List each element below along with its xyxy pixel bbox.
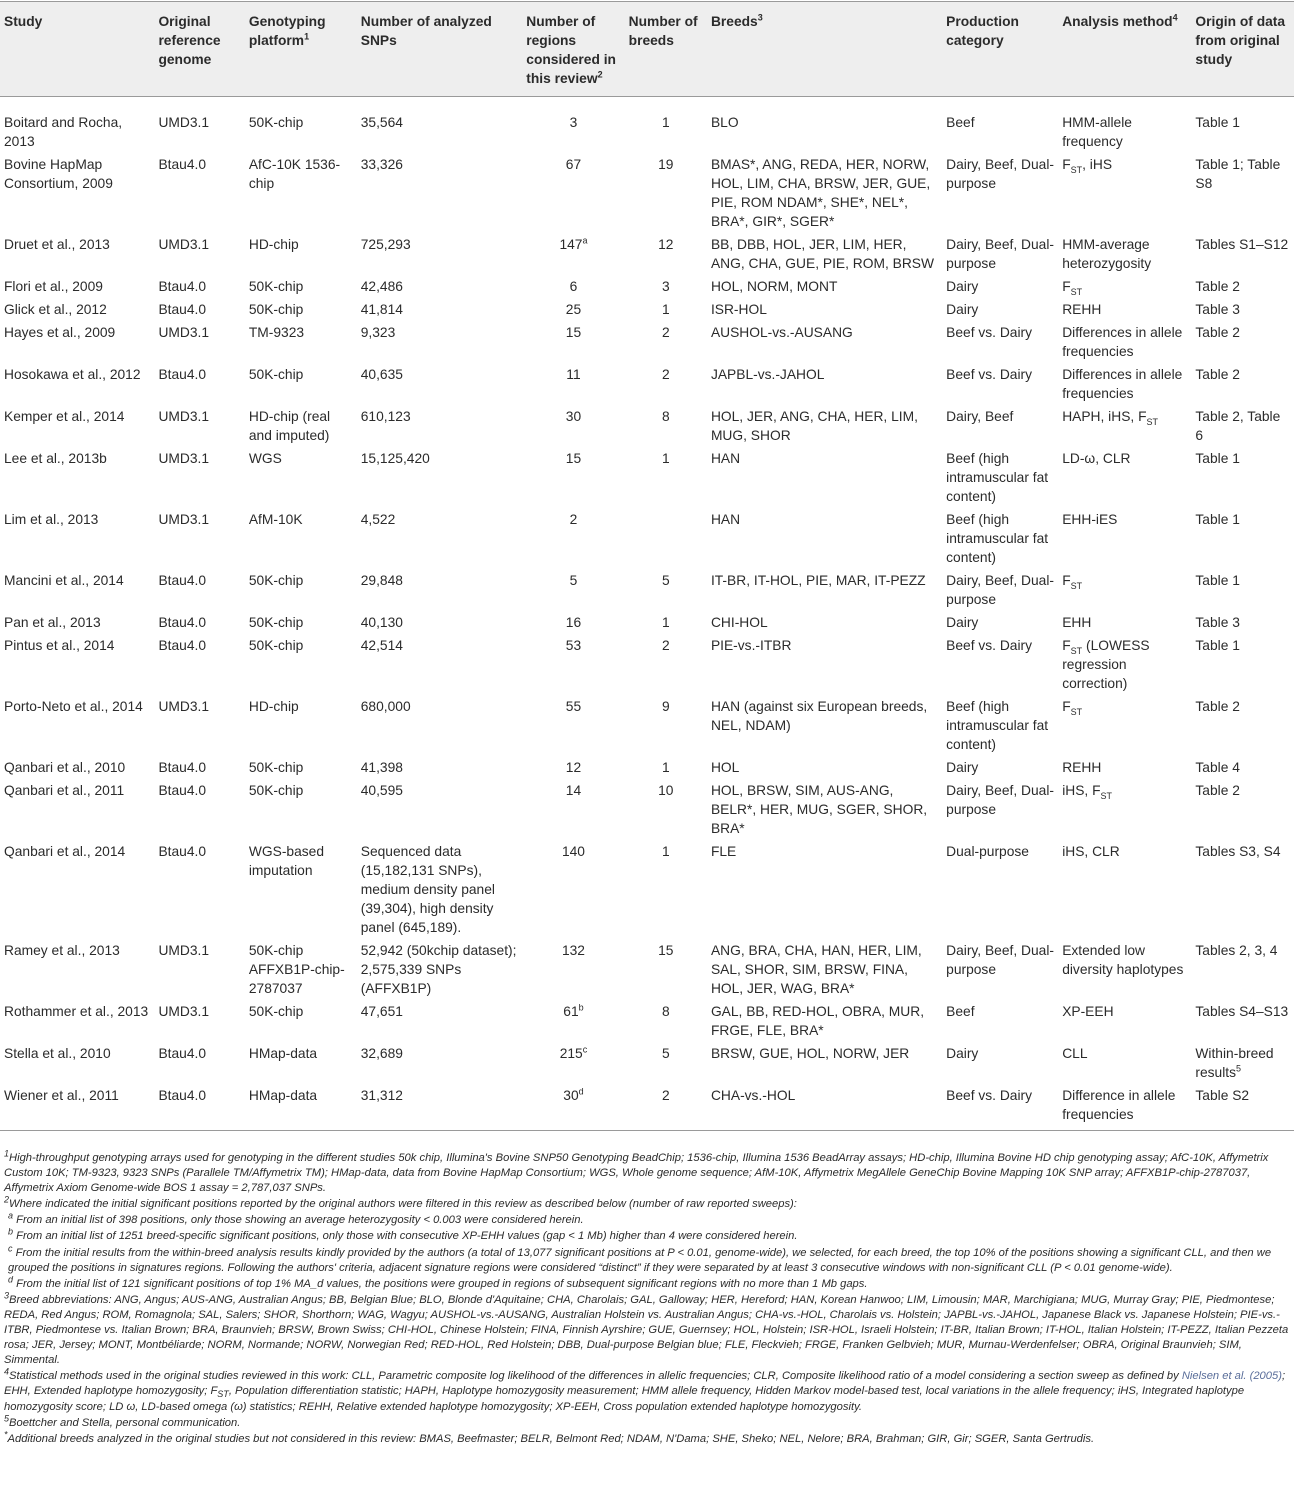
cell-snps: 41,814 — [360, 302, 403, 317]
cell-study: Kemper et al., 2014 — [4, 409, 125, 424]
cell-nbreeds: 15 — [658, 943, 674, 958]
cell-regions: 3 — [569, 115, 578, 130]
cell-genome: Btau4.0 — [158, 844, 206, 859]
cell-category: Dairy — [946, 615, 979, 630]
cell-nbreeds: 8 — [661, 1004, 670, 1019]
cell-study: Porto-Neto et al., 2014 — [4, 699, 143, 714]
cell-regions: 67 — [565, 157, 582, 172]
cell-nbreeds: 2 — [661, 367, 670, 382]
cell-regions: 147$^a$ — [559, 235, 588, 252]
cell-genome: Btau4.0 — [158, 760, 206, 775]
cell-genome: Btau4.0 — [158, 1046, 206, 1061]
cell-origin: Table 2 — [1195, 367, 1240, 382]
cell-snps: 33,326 — [360, 157, 403, 172]
cell-regions: 132 — [561, 943, 585, 958]
table-row — [0, 569, 1294, 611]
cell-category: Beef (high intramuscular fat content) — [946, 699, 1049, 752]
table-row — [0, 634, 1294, 695]
cell-snps: 40,130 — [360, 615, 403, 630]
cell-study: Hayes et al., 2009 — [4, 325, 116, 340]
cell-regions: 5 — [569, 573, 578, 588]
cell-breeds: CHI-HOL — [710, 615, 768, 630]
table-row — [0, 756, 1294, 779]
cell-nbreeds: 1 — [661, 451, 670, 466]
cell-genome: UMD3.1 — [158, 115, 210, 130]
table-row — [0, 939, 1294, 1000]
cell-platform: 50K-chip — [248, 115, 304, 130]
header-method: Analysis method$^4$ — [1062, 12, 1178, 29]
cell-category: Dairy — [946, 279, 979, 294]
footnote-1: $^1$High-throughput genotyping arrays used for genotyping in the different studies 50k chip, Illumina's Bovine SNP50 Genotyping BeadChip; 1536-chip, Illumina 1536 BeadArray assays; HD-chip, Illumina Bovine HD chip genotyping assay; AfC-10K, Affymetrix Custom 10K; TM-9323, 9323 SNPs (Parallele TM/Affymetrix TM); HMap-data, data from Bovine HapMap Consortium; WGS, Whole genome sequence; AfM-10K, Affymetrix MegAllele GeneChip Bovine Mapping 10K SNP array; AFFXB1P-chip-2787037, Affymetrix Axiom Genome-wide BOS 1 assay = 2,787,037 SNPs. — [4, 1148, 1269, 1195]
cell-nbreeds: 1 — [661, 760, 670, 775]
cell-platform: 50K-chip — [248, 760, 304, 775]
cell-regions: 55 — [565, 699, 582, 714]
cell-method: HMM-average heterozygosity — [1062, 237, 1152, 271]
cell-breeds: HAN (against six European breeds, NEL, NDAM) — [710, 699, 928, 733]
cell-regions: 215$^c$ — [559, 1044, 588, 1061]
cell-method: iHS, CLR — [1062, 844, 1120, 859]
cell-category: Beef vs. Dairy — [946, 1088, 1033, 1103]
cell-category: Dairy — [946, 1046, 979, 1061]
cell-origin: Table 2 — [1195, 279, 1240, 294]
cell-snps: 610,123 — [360, 409, 411, 424]
cell-method: CLL — [1062, 1046, 1088, 1061]
cell-platform: HD-chip (real and imputed) — [248, 409, 331, 443]
cell-regions: 2 — [569, 512, 578, 527]
cell-study: Pan et al., 2013 — [4, 615, 101, 630]
cell-method: $F_{ST}$ — [1062, 699, 1083, 717]
cell-study: Stella et al., 2010 — [4, 1046, 111, 1061]
cell-study: Qanbari et al., 2010 — [4, 760, 126, 775]
data-table — [0, 1, 1294, 1131]
cell-category: Beef — [946, 1004, 975, 1019]
table-row — [0, 153, 1294, 233]
cell-breeds: BLO — [710, 115, 739, 130]
table-row — [0, 233, 1294, 275]
header-study: Study — [4, 14, 43, 29]
cell-origin: Table 1 — [1195, 638, 1240, 653]
header-snps: Number of analyzed SNPs — [360, 14, 492, 48]
cell-snps: 42,486 — [360, 279, 403, 294]
cell-method: Differences in allele frequencies — [1062, 367, 1183, 401]
table-row — [0, 321, 1294, 363]
table-row — [0, 275, 1294, 298]
cell-nbreeds: 2 — [661, 638, 670, 653]
cell-genome: Btau4.0 — [158, 615, 206, 630]
cell-regions: 25 — [565, 302, 582, 317]
cell-study: Lee et al., 2013b — [4, 451, 107, 466]
cell-breeds: CHA-vs.-HOL — [710, 1088, 796, 1103]
cell-genome: Btau4.0 — [158, 279, 206, 294]
cell-nbreeds: 1 — [661, 615, 670, 630]
cell-breeds: HOL, BRSW, SIM, AUS-ANG, BELR*, HER, MUG, SGER, SHOR, BRA* — [710, 783, 928, 836]
cell-breeds: HAN — [710, 512, 741, 527]
cell-breeds: BRSW, GUE, HOL, NORW, JER — [710, 1046, 910, 1061]
cell-nbreeds: 5 — [661, 573, 670, 588]
cell-study: Lim et al., 2013 — [4, 512, 99, 527]
cell-nbreeds: 9 — [661, 699, 670, 714]
cell-breeds: FLE — [710, 844, 737, 859]
footnote-a: $^a$ From an initial list of 398 positions, only those showing an average heterozygosity < 0.003 were considered herein. — [8, 1210, 584, 1227]
cell-method: $F_{ST}$ — [1062, 573, 1083, 591]
header-origin: Origin of data from original study — [1195, 14, 1286, 67]
cell-method: REHH — [1062, 760, 1102, 775]
cell-platform: WGS-based imputation — [248, 844, 325, 878]
cell-study: Bovine HapMap Consortium, 2009 — [4, 157, 113, 191]
header-nbreeds: Number of breeds — [628, 14, 698, 48]
footnote-5: $^5$Boettcher and Stella, personal communication. — [4, 1412, 241, 1429]
cell-regions: 61$^b$ — [563, 1002, 584, 1019]
cell-origin: Tables S4–S13 — [1195, 1004, 1289, 1019]
header-category: Production category — [946, 14, 1019, 48]
footnote-4: $^4$Statistical methods used in the original studies reviewed in this work: CLL, Parametric composite log likelihood of the differences in allelic frequencies; CLR, Composite likelihood ratio of a model considering a section sweep as defined by Nielsen et al. (2005); EHH, Extended haplotype homozygosity; $F_{ST}$, Population differentiation statistic; HAPH, Haplotype homozygosity measurement; HMM allele frequency, Hidden Markov model-based test, local variations in the allele frequency; iHS, Integrated haplotype homozygosity score; LD ω, LD-based omega (ω) statistics; REHH, Relative extended haplotype homozygosity; XP-EEH, Cross population extended haplotype homozygosity. — [4, 1366, 1286, 1413]
cell-method: Difference in allele frequencies — [1062, 1088, 1176, 1122]
cell-snps: 31,312 — [360, 1088, 403, 1103]
cell-breeds: AUSHOL-vs.-AUSANG — [710, 325, 853, 340]
cell-regions: 14 — [565, 783, 582, 798]
footnotes — [4, 1148, 1292, 1448]
cell-breeds: JAPBL-vs.-JAHOL — [710, 367, 825, 382]
cell-platform: 50K-chip — [248, 783, 304, 798]
cell-method: HAPH, iHS, $F_{ST}$ — [1062, 409, 1159, 427]
cell-category: Dairy, Beef, Dual-purpose — [946, 943, 1054, 977]
cell-platform: 50K-chip — [248, 279, 304, 294]
cell-platform: AfC-10K 1536-chip — [248, 157, 341, 191]
footnote-2: $^2$Where indicated the initial significant positions reported by the original authors were filtered in this review as described below (number of raw reported sweeps): — [4, 1194, 797, 1211]
cell-study: Wiener et al., 2011 — [4, 1088, 119, 1103]
cell-study: Boitard and Rocha, 2013 — [4, 115, 123, 149]
cell-study: Qanbari et al., 2014 — [4, 844, 126, 859]
cell-snps: 41,398 — [360, 760, 403, 775]
cell-genome: UMD3.1 — [158, 699, 210, 714]
cell-platform: HMap-data — [248, 1088, 318, 1103]
cell-genome: UMD3.1 — [158, 325, 210, 340]
cell-origin: Within-breed results$^5$ — [1195, 1046, 1274, 1080]
cell-platform: 50K-chip — [248, 573, 304, 588]
cell-regions: 12 — [565, 760, 582, 775]
cell-study: Mancini et al., 2014 — [4, 573, 124, 588]
cell-snps: 680,000 — [360, 699, 411, 714]
cell-genome: Btau4.0 — [158, 573, 206, 588]
cell-origin: Tables 2, 3, 4 — [1195, 943, 1278, 958]
cell-snps: 9,323 — [360, 325, 396, 340]
cell-nbreeds: 1 — [661, 844, 670, 859]
cell-genome: Btau4.0 — [158, 638, 206, 653]
cell-category: Beef (high intramuscular fat content) — [946, 451, 1049, 504]
table-row — [0, 405, 1294, 447]
table-row — [0, 1042, 1294, 1084]
cell-origin: Table 2 — [1195, 783, 1240, 798]
table-row — [0, 298, 1294, 321]
cell-method: EHH-iES — [1062, 512, 1118, 527]
table-row — [0, 611, 1294, 634]
cell-genome: Btau4.0 — [158, 783, 206, 798]
cell-nbreeds: 8 — [661, 409, 670, 424]
cell-regions: 15 — [565, 325, 582, 340]
header-breeds: Breeds$^3$ — [710, 12, 763, 29]
header-genome: Original reference genome — [158, 14, 221, 67]
cell-breeds: HOL, JER, ANG, CHA, HER, LIM, MUG, SHOR — [710, 409, 918, 443]
cell-genome: Btau4.0 — [158, 1088, 206, 1103]
cell-study: Rothammer et al., 2013 — [4, 1004, 149, 1019]
cell-platform: 50K-chip AFFXB1P-chip-2787037 — [248, 943, 345, 996]
cell-breeds: GAL, BB, RED-HOL, OBRA, MUR, FRGE, FLE, BRA* — [710, 1004, 925, 1038]
cell-origin: Tables S1–S12 — [1195, 237, 1289, 252]
cell-study: Hosokawa et al., 2012 — [4, 367, 141, 382]
cell-nbreeds: 2 — [661, 325, 670, 340]
cell-nbreeds: 3 — [661, 279, 670, 294]
cell-breeds: ISR-HOL — [710, 302, 767, 317]
cell-platform: 50K-chip — [248, 1004, 304, 1019]
cell-breeds: BB, DBB, HOL, JER, LIM, HER, ANG, CHA, GUE, PIE, ROM, BRSW — [710, 237, 935, 271]
cell-category: Dairy, Beef, Dual-purpose — [946, 783, 1054, 817]
cell-snps: 40,635 — [360, 367, 403, 382]
cell-category: Dairy, Beef, Dual-purpose — [946, 157, 1054, 191]
cell-study: Qanbari et al., 2011 — [4, 783, 125, 798]
cell-regions: 53 — [565, 638, 582, 653]
cell-nbreeds: 12 — [658, 237, 674, 252]
table-row — [0, 508, 1294, 569]
cell-category: Beef — [946, 115, 975, 130]
cell-method: Extended low diversity haplotypes — [1062, 943, 1184, 977]
cell-breeds: PIE-vs.-ITBR — [710, 638, 792, 653]
cell-origin: Tables S3, S4 — [1195, 844, 1281, 859]
cell-snps: 15,125,420 — [360, 451, 430, 466]
cell-genome: Btau4.0 — [158, 367, 206, 382]
cell-nbreeds: 1 — [661, 115, 670, 130]
cell-regions: 6 — [569, 279, 578, 294]
table-row — [0, 363, 1294, 405]
cell-regions: 16 — [565, 615, 582, 630]
cell-method: LD-ω, CLR — [1062, 451, 1131, 466]
header-regions: Number of regions considered in this review$^2$ — [526, 14, 616, 86]
cell-snps: 40,595 — [360, 783, 403, 798]
cell-method: XP-EEH — [1062, 1004, 1114, 1019]
cell-regions: 30$^d$ — [563, 1086, 584, 1103]
cell-study: Ramey et al., 2013 — [4, 943, 120, 958]
cell-origin: Table 2, Table 6 — [1195, 409, 1281, 443]
cell-origin: Table 1; Table S8 — [1195, 157, 1281, 191]
cell-breeds: HAN — [710, 451, 741, 466]
cell-method: iHS, $F_{ST}$ — [1062, 783, 1113, 801]
footnote-d: $^d$ From the initial list of 121 significant positions of top 1% MA_d values, the positions were grouped in regions of subsequent significant regions with no more than 1 Mb gaps. — [8, 1274, 868, 1290]
cell-origin: Table 2 — [1195, 699, 1240, 714]
cell-snps: 42,514 — [360, 638, 403, 653]
cell-origin: Table S2 — [1195, 1088, 1250, 1103]
cell-study: Pintus et al., 2014 — [4, 638, 115, 653]
table-row — [0, 1000, 1294, 1042]
footnote-b: $^b$ From an initial list of 1251 breed-specific significant positions, only those with consecutive XP-EHH values (gap < 1 Mb) higher than 4 were considered herein. — [8, 1226, 798, 1243]
cell-origin: Table 1 — [1195, 451, 1240, 466]
cell-origin: Table 1 — [1195, 573, 1240, 588]
cell-platform: HMap-data — [248, 1046, 318, 1061]
cell-method: $F_{ST}$ (LOWESS regression correction) — [1062, 638, 1150, 691]
cell-snps: 29,848 — [360, 573, 403, 588]
cell-method: Differences in allele frequencies — [1062, 325, 1183, 359]
cell-breeds: HOL — [710, 760, 740, 775]
cell-breeds: BMAS*, ANG, REDA, HER, NORW, HOL, LIM, CHA, BRSW, JER, GUE, PIE, ROM NDAM*, SHE*, NEL*, BRA*, GIR*, SGER* — [710, 157, 931, 229]
cell-breeds: HOL, NORM, MONT — [710, 279, 838, 294]
table-row — [0, 779, 1294, 840]
cell-snps: 52,942 (50kchip dataset); 2,575,339 SNPs (AFFXB1P) — [360, 943, 517, 996]
cell-method: $F_{ST}$, iHS — [1062, 157, 1113, 175]
header-row — [0, 2, 1294, 97]
cell-genome: Btau4.0 — [158, 157, 206, 172]
table-row — [0, 840, 1294, 939]
header-platform: Genotyping platform$^1$ — [248, 14, 326, 48]
cell-regions: 11 — [566, 367, 581, 382]
cell-genome: UMD3.1 — [158, 451, 210, 466]
table-row — [0, 695, 1294, 756]
cell-snps: 725,293 — [360, 237, 411, 252]
cell-breeds: IT-BR, IT-HOL, PIE, MAR, IT-PEZZ — [710, 573, 926, 588]
footnote-star: *Additional breeds analyzed in the original studies but not considered in this review: BMAS, Beefmaster; BELR, Belmont Red; NDAM, N'Dama; SHE, Sheko; NEL, Nelore; BRA, Brahman; GIR, Gir; SGER, Santa Gertrudis. — [4, 1428, 1095, 1445]
cell-genome: UMD3.1 — [158, 943, 210, 958]
cell-nbreeds: 5 — [661, 1046, 670, 1061]
cell-origin: Table 3 — [1195, 302, 1240, 317]
footnote-c: $^c$ From the initial results from the within-breed analysis results kindly provided by the authors (a total of 13,077 significant positions at P < 0.01, genome-wide), we selected, for each breed, the top 10% of the positions showing a significant CLL, and then we grouped the positions in signatures regions. Following the authors' criteria, adjacent signature regions were considered “distinct” if they were separated by at least 3 consecutive windows with non-significant CLL (P < 0.01 genome-wide). — [8, 1242, 1272, 1274]
cell-platform: 50K-chip — [248, 615, 304, 630]
cell-origin: Table 1 — [1195, 512, 1240, 527]
cell-platform: HD-chip — [248, 237, 299, 252]
cell-origin: Table 4 — [1195, 760, 1240, 775]
cell-snps: 4,522 — [360, 512, 396, 527]
cell-study: Glick et al., 2012 — [4, 302, 107, 317]
cell-genome: UMD3.1 — [158, 409, 210, 424]
cell-snps: 32,689 — [360, 1046, 403, 1061]
cell-study: Flori et al., 2009 — [4, 279, 103, 294]
cell-nbreeds: 19 — [658, 157, 674, 172]
table-body — [0, 97, 1294, 1131]
cell-method: $F_{ST}$ — [1062, 279, 1083, 297]
cell-category: Beef vs. Dairy — [946, 325, 1033, 340]
cell-breeds: ANG, BRA, CHA, HAN, HER, LIM, SAL, SHOR, SIM, BRSW, FINA, HOL, JER, WAG, BRA* — [710, 943, 922, 996]
cell-category: Beef (high intramuscular fat content) — [946, 512, 1049, 565]
cell-method: HMM-allele frequency — [1062, 115, 1132, 149]
cell-platform: 50K-chip — [248, 302, 304, 317]
cell-genome: UMD3.1 — [158, 512, 210, 527]
cell-snps: 47,651 — [360, 1004, 403, 1019]
cell-nbreeds: 2 — [661, 1088, 670, 1103]
cell-snps: 35,564 — [360, 115, 403, 130]
cell-category: Dairy, Beef — [946, 409, 1014, 424]
cell-snps: Sequenced data (15,182,131 SNPs), medium density panel (39,304), high density panel (645,189). — [360, 844, 495, 935]
cell-platform: 50K-chip — [248, 367, 304, 382]
cell-category: Dual-purpose — [946, 844, 1029, 859]
cell-platform: HD-chip — [248, 699, 299, 714]
cell-category: Dairy, Beef, Dual-purpose — [946, 237, 1054, 271]
cell-study: Druet et al., 2013 — [4, 237, 110, 252]
cell-platform: TM-9323 — [248, 325, 305, 340]
cell-origin: Table 1 — [1195, 115, 1240, 130]
cell-platform: AfM-10K — [248, 512, 303, 527]
cell-regions: 15 — [565, 451, 582, 466]
cell-method: REHH — [1062, 302, 1102, 317]
table-row — [0, 447, 1294, 508]
cell-regions: 30 — [565, 409, 582, 424]
cell-nbreeds — [625, 508, 707, 569]
reference-link[interactable]: Nielsen et al. (2005) — [1181, 1370, 1282, 1383]
cell-category: Beef vs. Dairy — [946, 367, 1033, 382]
table-row — [0, 1084, 1294, 1131]
footnote-3: $^3$Breed abbreviations: ANG, Angus; AUS-ANG, Australian Angus; BB, Belgian Blue; BLO, Blonde d'Aquitaine; CHA, Charolais; GAL, Galloway; HER, Hereford; HAN, Korean Hanwoo; LIM, Limousin; MAR, Marchigiana; MUG, Murray Gray; PIE, Piedmontese; REDA, Red Angus; ROM, Romagnola; SAL, Salers; SHOR, Shorthorn; WAG, Wagyu; AUSHOL-vs.-AUSANG, Australian Holstein vs. Australian Angus; CHA-vs.-HOL, Charolais vs. Holstein; JAPBL-vs.-JAHOL, Japanese Black vs. Japanese Holstein; PIE-vs.-ITBR, Piedmontese vs. Italian Brown; BRA, Braunvieh; BRSW, Brown Swiss; CHI-HOL, Chinese Holstein; FINA, Finnish Ayrshire; GUE, Guernsey; HOL, Holstein; ISR-HOL, Israeli Holstein; IT-BR, Italian Brown; IT-HOL, Italian Holstein; IT-PEZZ, Italian Pezzeta rosa; JER, Jersey; MONT, Montbéliarde; NORM, Normande; NORW, Norwegian Red; RED-HOL, Red Holstein; DBB, Dual-purpose Belgian blue; FLE, Fleckvieh; FRGE, Franken Gelbvieh; MUR, Murnau-Werdenfelser; OBRA, Original Braunvieh; SIM, Simmental. — [4, 1290, 1289, 1367]
cell-regions: 140 — [561, 844, 585, 859]
cell-method: EHH — [1062, 615, 1092, 630]
table-row — [0, 97, 1294, 154]
cell-category: Dairy, Beef, Dual-purpose — [946, 573, 1054, 607]
cell-category: Dairy — [946, 302, 979, 317]
cell-category: Dairy — [946, 760, 979, 775]
cell-genome: UMD3.1 — [158, 237, 210, 252]
cell-category: Beef vs. Dairy — [946, 638, 1033, 653]
cell-platform: WGS — [248, 451, 282, 466]
cell-nbreeds: 10 — [658, 783, 674, 798]
cell-platform: 50K-chip — [248, 638, 304, 653]
cell-nbreeds: 1 — [661, 302, 670, 317]
cell-genome: Btau4.0 — [158, 302, 206, 317]
cell-origin: Table 3 — [1195, 615, 1240, 630]
cell-origin: Table 2 — [1195, 325, 1240, 340]
cell-genome: UMD3.1 — [158, 1004, 210, 1019]
